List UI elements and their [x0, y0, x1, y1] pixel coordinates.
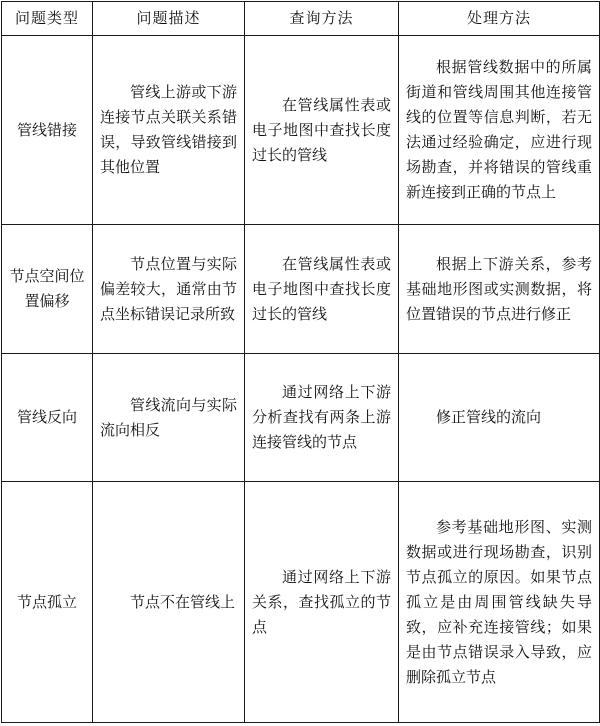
handling-method-cell: 根据管线数据中的所属街道和管线周围其他连接管线的位置等信息判断，若无法通过经验确定，应进行现场勘查，并将错误的管线重新连接到正确的节点上: [399, 36, 600, 225]
table-row: [2, 482, 600, 723]
table-row: [2, 225, 600, 354]
query-method-cell: 在管线属性表或电子地图中查找长度过长的管线: [245, 225, 399, 354]
header-issue-type: 问题类型: [2, 2, 93, 36]
issue-description-cell: 节点不在管线上: [93, 482, 245, 723]
header-issue-description: 问题描述: [93, 2, 245, 36]
query-method-cell: 通过网络上下游关系，查找孤立的节点: [245, 482, 399, 723]
query-method-cell: 在管线属性表或电子地图中查找长度过长的管线: [245, 36, 399, 225]
header-query-method: 查询方法: [245, 2, 399, 36]
handling-method-cell: 根据上下游关系，参考基础地形图或实测数据，将位置错误的节点进行修正: [399, 225, 600, 354]
query-method-cell: 通过网络上下游分析查找有两条上游连接管线的节点: [245, 354, 399, 482]
issue-description-cell: 管线流向与实际流向相反: [93, 354, 245, 482]
issue-type-cell: 节点空间位置偏移: [2, 225, 93, 354]
issue-description-cell: 管线上游或下游连接节点关联关系错误，导致管线错接到其他位置: [93, 36, 245, 225]
table-row: [2, 36, 600, 225]
pipeline-issue-table: [1, 1, 600, 723]
issue-description-cell: 节点位置与实际偏差较大，通常由节点坐标错误记录所致: [93, 225, 245, 354]
handling-method-cell: 参考基础地形图、实测数据或进行现场勘查，识别节点孤立的原因。如果节点孤立是由周围管线缺失导致，应补充连接管线；如果是由节点错误录入导致，应删除孤立节点: [399, 482, 600, 723]
header-handling-method: 处理方法: [399, 2, 600, 36]
handling-method-cell: 修正管线的流向: [399, 354, 600, 482]
issue-type-cell: 管线反向: [2, 354, 93, 482]
table-row: [2, 354, 600, 482]
issue-type-cell: 管线错接: [2, 36, 93, 225]
issue-type-cell: 节点孤立: [2, 482, 93, 723]
table-header-row: [2, 2, 600, 36]
